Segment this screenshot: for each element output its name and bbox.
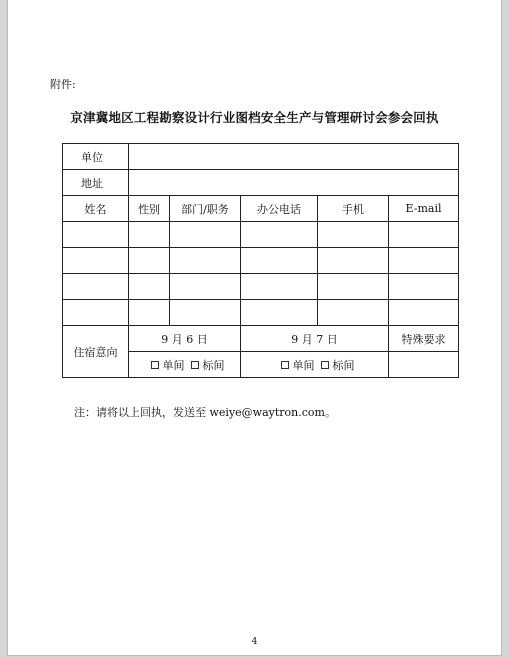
gender-cell[interactable] <box>129 248 170 274</box>
column-header-office-phone: 办公电话 <box>241 196 318 222</box>
day1-single-checkbox[interactable] <box>151 361 159 369</box>
unit-label: 单位 <box>63 144 129 170</box>
email-cell[interactable] <box>389 248 459 274</box>
registration-form-table <box>62 143 459 378</box>
gender-cell[interactable] <box>129 274 170 300</box>
page-number: 4 <box>251 637 258 647</box>
mobile-cell[interactable] <box>318 222 389 248</box>
dept-cell[interactable] <box>170 300 241 326</box>
special-request-label: 特殊要求 <box>389 326 459 352</box>
table-row <box>63 222 459 248</box>
table-row <box>63 248 459 274</box>
table-row <box>63 300 459 326</box>
mobile-cell[interactable] <box>318 248 389 274</box>
unit-row <box>63 144 459 170</box>
office-phone-cell[interactable] <box>241 222 318 248</box>
table-row <box>63 274 459 300</box>
name-cell[interactable] <box>63 300 129 326</box>
submission-note: 注：请将以上回执，发送至 weiye@waytron.com。 <box>74 406 336 419</box>
mobile-cell[interactable] <box>318 274 389 300</box>
name-cell[interactable] <box>63 222 129 248</box>
column-header-mobile: 手机 <box>318 196 389 222</box>
office-phone-cell[interactable] <box>241 248 318 274</box>
day2-standard-checkbox[interactable] <box>321 361 329 369</box>
document-page <box>7 0 502 656</box>
header-row <box>63 196 459 222</box>
day1-room-options <box>129 352 241 378</box>
lodging-date-row <box>63 326 459 352</box>
column-header-gender: 性别 <box>129 196 170 222</box>
name-cell[interactable] <box>63 248 129 274</box>
dept-cell[interactable] <box>170 248 241 274</box>
attachment-label: 附件: <box>50 78 76 91</box>
special-request-cell[interactable] <box>389 352 459 378</box>
day2-single-label: 单间 <box>292 358 315 372</box>
day1-standard-checkbox[interactable] <box>191 361 199 369</box>
day1-single-label: 单间 <box>162 358 185 372</box>
address-label: 地址 <box>63 170 129 196</box>
gender-cell[interactable] <box>129 222 170 248</box>
column-header-name: 姓名 <box>63 196 129 222</box>
mobile-cell[interactable] <box>318 300 389 326</box>
day2-room-options <box>241 352 389 378</box>
day1-standard-label: 标间 <box>202 358 225 372</box>
day2-standard-label: 标间 <box>332 358 355 372</box>
day2-label: 9 月 7 日 <box>241 326 389 352</box>
office-phone-cell[interactable] <box>241 300 318 326</box>
email-cell[interactable] <box>389 274 459 300</box>
email-cell[interactable] <box>389 222 459 248</box>
address-input-cell[interactable] <box>129 170 459 196</box>
column-header-dept-title: 部门/职务 <box>170 196 241 222</box>
unit-input-cell[interactable] <box>129 144 459 170</box>
email-cell[interactable] <box>389 300 459 326</box>
office-phone-cell[interactable] <box>241 274 318 300</box>
dept-cell[interactable] <box>170 274 241 300</box>
gender-cell[interactable] <box>129 300 170 326</box>
address-row <box>63 170 459 196</box>
form-title: 京津冀地区工程勘察设计行业图档安全生产与管理研讨会参会回执 <box>70 110 439 125</box>
column-header-email: E-mail <box>389 196 459 222</box>
name-cell[interactable] <box>63 274 129 300</box>
dept-cell[interactable] <box>170 222 241 248</box>
day2-single-checkbox[interactable] <box>281 361 289 369</box>
day1-label: 9 月 6 日 <box>129 326 241 352</box>
lodging-label: 住宿意向 <box>63 326 129 378</box>
